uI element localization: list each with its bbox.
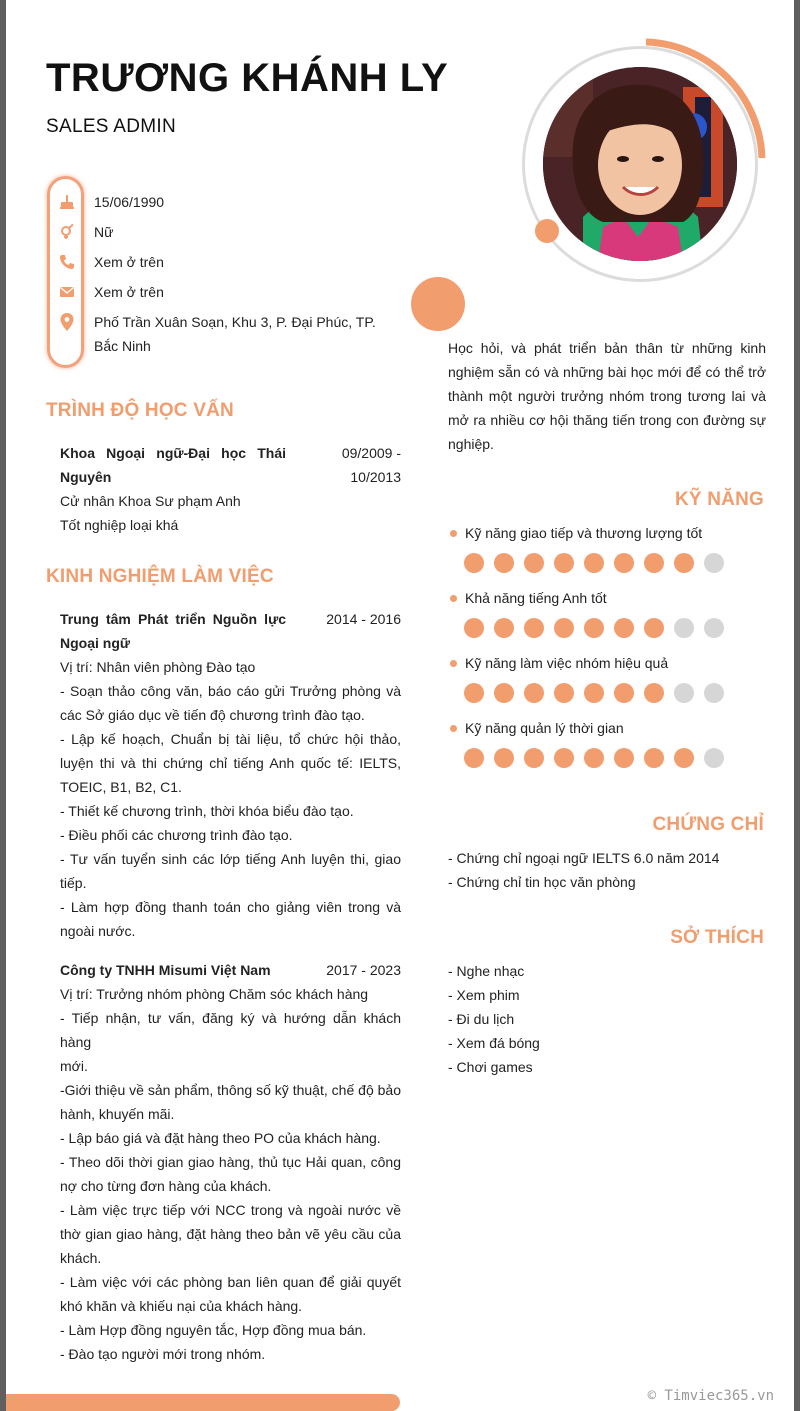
rating-dot-filled <box>644 683 664 703</box>
hobby-item: - Đi du lịch <box>448 1011 515 1027</box>
rating-dot-filled <box>644 618 664 638</box>
certificates-list <box>448 846 768 894</box>
profile-photo <box>543 67 737 261</box>
skill-label: Khả năng tiếng Anh tốt <box>465 590 607 606</box>
skill-label: Kỹ năng làm việc nhóm hiệu quả <box>465 655 669 671</box>
decor-dot-large <box>411 277 465 331</box>
experience-line: nợ cho từng đơn hàng của khách. <box>60 1178 272 1194</box>
footer-brand[interactable]: © Timviec365.vn <box>647 1388 774 1404</box>
education-org <box>60 441 286 489</box>
experience-line: khó khăn và khiếu nại của khách hàng. <box>60 1298 303 1314</box>
experience-title: KINH NGHIỆM LÀM VIỆC <box>46 566 274 587</box>
experience-line: - Làm hợp đồng thanh toán cho giảng viên trong và <box>60 899 401 915</box>
experience-line: - Làm việc với các phòng ban liên quan để giải quyết <box>60 1274 401 1290</box>
experience-line: hành, khuyến mãi. <box>60 1106 175 1122</box>
certificates-title: CHỨNG CHỈ <box>652 814 764 835</box>
cv-page <box>6 0 794 1411</box>
rating-dot-filled <box>494 618 514 638</box>
skill-bullet <box>450 725 457 732</box>
candidate-name: TRƯƠNG KHÁNH LY <box>46 56 449 100</box>
rating-dot-filled <box>524 618 544 638</box>
job-title: SALES ADMIN <box>46 116 177 137</box>
rating-dot-filled <box>464 618 484 638</box>
contact-phone: Xem ở trên <box>94 254 164 270</box>
rating-dot-filled <box>554 618 574 638</box>
skill-bullet <box>450 530 457 537</box>
education-title: TRÌNH ĐỘ HỌC VẤN <box>46 400 234 421</box>
rating-dot-empty <box>704 683 724 703</box>
skill-item <box>448 653 768 703</box>
experience-line: - Soạn thảo công văn, báo cáo gửi Trưởng phòng và <box>60 683 401 699</box>
rating-dot-filled <box>584 553 604 573</box>
rating-dot-filled <box>524 553 544 573</box>
skill-label: Kỹ năng quản lý thời gian <box>465 720 624 736</box>
experience-org: Công ty TNHH Misumi Việt Nam <box>60 962 271 978</box>
experience-line: TOEIC, B1, B2, C1. <box>60 779 182 795</box>
experience-line: - Thiết kế chương trình, thời khóa biểu đào tạo. <box>60 803 354 819</box>
experience-line: - Theo dõi thời gian giao hàng, thủ tục Hải quan, công <box>60 1154 401 1170</box>
experience-line: ngoài nước. <box>60 923 136 939</box>
rating-dot-filled <box>644 553 664 573</box>
rating-dot-filled <box>554 748 574 768</box>
rating-dot-empty <box>704 748 724 768</box>
skill-label-row <box>448 588 768 608</box>
skill-label: Kỹ năng giao tiếp và thương lượng tốt <box>465 525 703 541</box>
decor-dot-small <box>535 219 559 243</box>
rating-dot-filled <box>554 683 574 703</box>
rating-dot-empty <box>704 618 724 638</box>
rating-dot-empty <box>674 618 694 638</box>
footer-accent-bar <box>6 1394 400 1411</box>
hobby-item: - Chơi games <box>448 1059 533 1075</box>
experience-line: khách. <box>60 1250 102 1266</box>
rating-dot-filled <box>614 683 634 703</box>
experience-org-line-1: Trung tâm Phát triển Nguồn lực <box>60 611 286 627</box>
experience-line: - Điều phối các chương trình đào tạo. <box>60 827 293 843</box>
skill-rating <box>464 553 768 573</box>
education-degree: Cử nhân Khoa Sư phạm Anh <box>60 493 241 509</box>
experience-line: các Sở giáo dục về tiến độ chương trình đào tạo. <box>60 707 365 723</box>
rating-dot-filled <box>494 683 514 703</box>
rating-dot-filled <box>614 618 634 638</box>
rating-dot-filled <box>584 683 604 703</box>
rating-dot-filled <box>554 553 574 573</box>
education-grade: Tốt nghiệp loại khá <box>60 517 179 533</box>
hobby-item: - Xem phim <box>448 987 520 1003</box>
skill-rating <box>464 618 768 638</box>
rating-dot-filled <box>524 748 544 768</box>
contact-email: Xem ở trên <box>94 284 164 300</box>
experience-line: - Lập kế hoạch, Chuẩn bị tài liệu, tổ chức hội thảo, <box>60 731 401 747</box>
education-org-line-1: Khoa Ngoại ngữ-Đại học Thái <box>60 445 286 461</box>
skills-title: KỸ NĂNG <box>674 489 764 510</box>
education-org-line-2: Nguyên <box>60 469 112 485</box>
experience-line: luyện thi và thi chứng chỉ tiếng Anh quốc tế: IELTS, <box>60 755 401 771</box>
experience-entry <box>60 607 401 943</box>
rating-dot-filled <box>524 683 544 703</box>
experience-date: 2017 - 2023 <box>326 962 401 978</box>
skill-rating <box>464 748 768 768</box>
education-date-line-2: 10/2013 <box>350 469 401 485</box>
experience-line: -Giới thiệu về sản phẩm, thông số kỹ thuật, chế độ bảo <box>60 1082 401 1098</box>
hobby-item: - Xem đá bóng <box>448 1035 540 1051</box>
experience-entry-header <box>60 958 401 982</box>
education-entry-header <box>60 441 401 489</box>
contact-birthday: 15/06/1990 <box>94 194 165 210</box>
experience-org <box>60 607 286 655</box>
hobbies-title: SỞ THÍCH <box>670 927 764 948</box>
experience-line: Vị trí: Trưởng nhóm phòng Chăm sóc khách hàng <box>60 986 369 1002</box>
rating-dot-filled <box>464 683 484 703</box>
rating-dot-filled <box>614 553 634 573</box>
experience-line: - Tiếp nhận, tư vấn, đăng ký và hướng dẫn khách hàng <box>60 1010 401 1050</box>
skill-bullet <box>450 660 457 667</box>
experience-line: Vị trí: Nhân viên phòng Đào tạo <box>60 659 256 675</box>
contact-gender: Nữ <box>94 224 114 240</box>
experience-entry <box>60 958 401 1366</box>
rating-dot-filled <box>464 748 484 768</box>
career-objective: Học hỏi, và phát triển bản thân từ những kinh nghiệm sẵn có và những bài học mới để có thể trở thành một người trưởng nhóm trong tương lai và mở ra nhiều cơ hội thăng tiến trong con đường sự nghiệp. <box>448 340 766 452</box>
rating-dot-filled <box>674 748 694 768</box>
experience-org-line-2: Ngoại ngữ <box>60 635 131 651</box>
skill-label-row <box>448 718 768 738</box>
skill-rating <box>464 683 768 703</box>
skill-item <box>448 523 768 573</box>
skill-item <box>448 588 768 638</box>
education-entry <box>60 441 401 537</box>
experience-line: tiếp. <box>60 875 87 891</box>
experience-line: thờ gian giao hàng, đặt hàng theo bản vẽ yêu cầu của <box>60 1226 401 1242</box>
certificate-item: - Chứng chỉ tin học văn phòng <box>448 874 636 890</box>
experience-line: - Làm Hợp đồng nguyên tắc, Hợp đồng mua bán. <box>60 1322 367 1338</box>
experience-line: mới. <box>60 1058 88 1074</box>
rating-dot-filled <box>494 553 514 573</box>
hobby-item: - Nghe nhạc <box>448 963 525 979</box>
rating-dot-filled <box>614 748 634 768</box>
certificate-item: - Chứng chỉ ngoại ngữ IELTS 6.0 năm 2014 <box>448 850 720 866</box>
rating-dot-filled <box>674 553 694 573</box>
rating-dot-filled <box>584 748 604 768</box>
rating-dot-filled <box>464 553 484 573</box>
experience-line: - Tư vấn tuyển sinh các lớp tiếng Anh luyện thi, giao <box>60 851 401 867</box>
address-line-2: Bắc Ninh <box>94 338 151 354</box>
experience-entry-header <box>60 607 401 655</box>
rating-dot-empty <box>674 683 694 703</box>
hobbies-list <box>448 959 768 1079</box>
experience-line: - Đào tạo người mới trong nhóm. <box>60 1346 266 1362</box>
experience-date: 2014 - 2016 <box>326 611 401 627</box>
rating-dot-empty <box>704 553 724 573</box>
address-line-1: Phố Trần Xuân Soạn, Khu 3, P. Đại Phúc, TP. <box>94 314 376 330</box>
education-date-line-1: 09/2009 - <box>341 445 401 461</box>
skill-bullet <box>450 595 457 602</box>
skill-label-row <box>448 653 768 673</box>
skill-item <box>448 718 768 768</box>
experience-line: - Làm việc trực tiếp với NCC trong và ngoài nước về <box>60 1202 401 1218</box>
skill-label-row <box>448 523 768 543</box>
rating-dot-filled <box>644 748 664 768</box>
rating-dot-filled <box>584 618 604 638</box>
experience-line: - Lập báo giá và đặt hàng theo PO của khách hàng. <box>60 1130 381 1146</box>
rating-dot-filled <box>494 748 514 768</box>
education-date <box>291 441 401 489</box>
